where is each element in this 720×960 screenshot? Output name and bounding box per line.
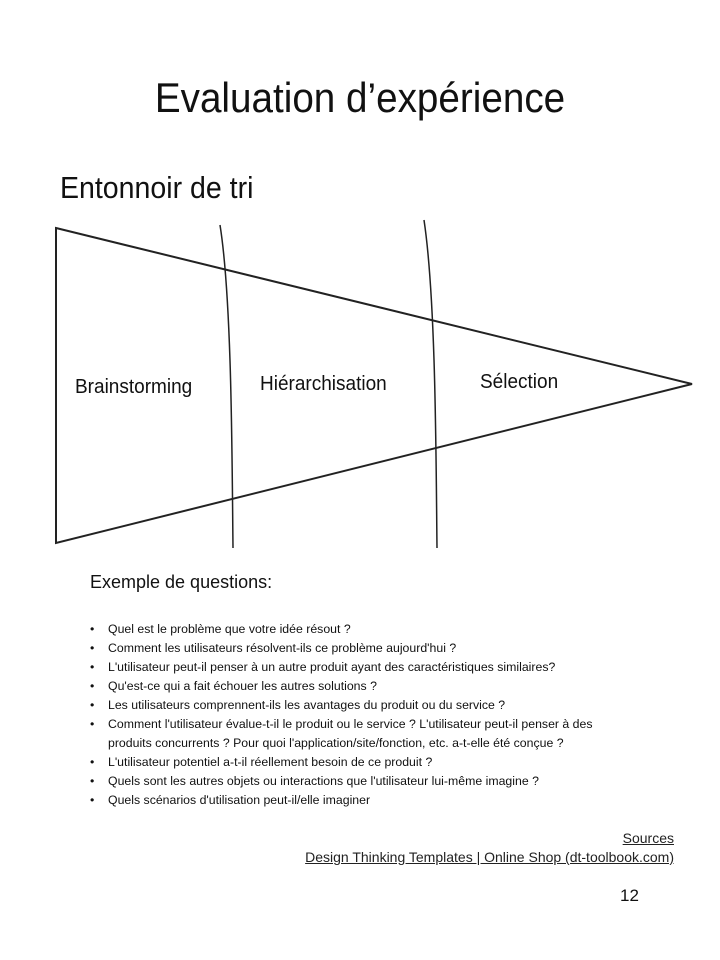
stage-brainstorming: Brainstorming bbox=[75, 376, 193, 398]
list-item: • Quel est le problème que votre idée résout ? bbox=[90, 620, 628, 639]
list-item: • Qu'est-ce qui a fait échouer les autres solutions ? bbox=[90, 677, 628, 696]
list-item: • L'utilisateur peut-il penser à un autre produit ayant des caractéristiques similaires? bbox=[90, 658, 628, 677]
list-item: • Quels scénarios d'utilisation peut-il/elle imaginer bbox=[90, 791, 628, 810]
section-title: Entonnoir de tri bbox=[60, 170, 254, 205]
page-number: 12 bbox=[620, 886, 639, 905]
source-link-dt-toolbook[interactable]: Design Thinking Templates | Online Shop (dt-toolbook.com) bbox=[305, 849, 674, 865]
questions-heading: Exemple de questions: bbox=[90, 572, 273, 592]
list-item: • Comment les utilisateurs résolvent-ils ce problème aujourd'hui ? bbox=[90, 639, 628, 658]
stage-hierarchisation: Hiérarchisation bbox=[260, 373, 387, 395]
list-item: • Les utilisateurs comprennent-ils les avantages du produit ou du service ? bbox=[90, 696, 628, 715]
stage-selection: Sélection bbox=[480, 371, 559, 393]
stage-divider-2 bbox=[424, 220, 437, 548]
questions-list bbox=[90, 620, 628, 810]
list-item: • Comment l'utilisateur évalue-t-il le produit ou le service ? L'utilisateur peut-il penser à des produits concurrents ? Pour quoi l'application/site/fonction, etc. a-t-elle été conçue ? bbox=[90, 715, 628, 753]
list-item: • Quels sont les autres objets ou interactions que l'utilisateur lui-même imagine ? bbox=[90, 772, 628, 791]
list-item: • L'utilisateur potentiel a-t-il réellement besoin de ce produit ? bbox=[90, 753, 628, 772]
sources-link[interactable]: Sources bbox=[622, 830, 674, 846]
slide-title: Evaluation d’expérience bbox=[154, 74, 566, 121]
